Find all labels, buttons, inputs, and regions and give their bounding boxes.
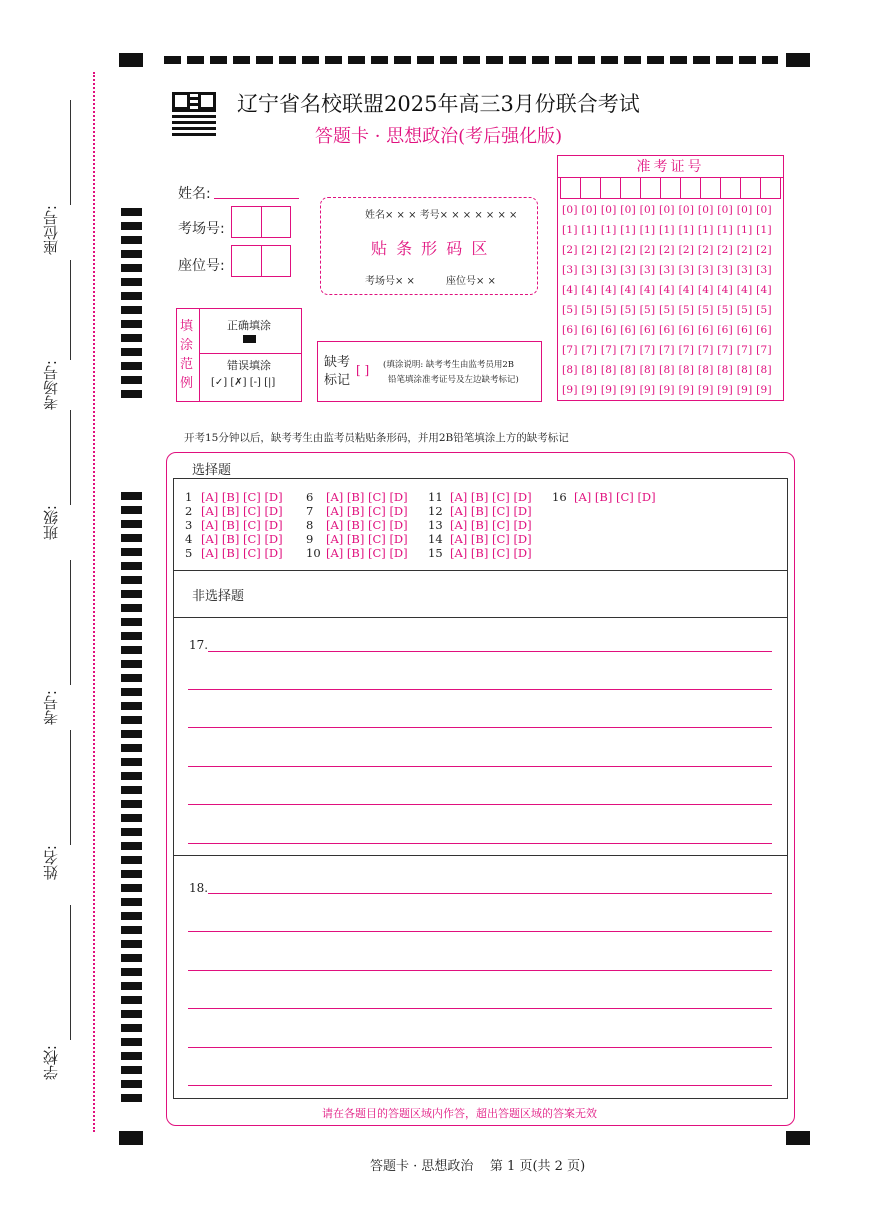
mc-column-1[interactable] — [185, 490, 283, 560]
mc-options[interactable]: [A] [B] [C] [D] — [201, 532, 283, 546]
mc-options[interactable]: [A] [B] [C] [D] — [450, 490, 532, 504]
sidebar-school-label: 学校: — [42, 1045, 60, 1081]
barcode-room: 考场号× × — [365, 276, 415, 287]
exam-id-title: 准考证号 — [558, 156, 783, 178]
corner-marker-br — [786, 1131, 810, 1145]
mc-q: 8 — [306, 518, 314, 532]
sidebar-id-line — [70, 560, 71, 685]
q17-answer-line[interactable] — [188, 727, 772, 728]
mc-options[interactable]: [A] [B] [C] [D] — [450, 546, 532, 560]
q18-answer-line[interactable] — [188, 1085, 772, 1086]
mc-q: 11 — [428, 490, 443, 504]
sidebar-class-line — [70, 410, 71, 505]
mc-q: 4 — [185, 532, 193, 546]
q17-answer-line[interactable] — [188, 804, 772, 805]
corner-marker-tl — [119, 53, 143, 67]
digit-row-6[interactable]: [6] [6] [6] [6] [6] [6] [6] [6] [6] [6] [6] — [562, 324, 772, 336]
q17-answer-line[interactable] — [188, 766, 772, 767]
mc-options[interactable]: [A] [B] [C] [D] — [326, 532, 408, 546]
mc-q: 6 — [306, 490, 314, 504]
mc-options[interactable]: [A] [B] [C] [D] — [201, 546, 283, 560]
mc-q: 3 — [185, 518, 193, 532]
barcode-seat: 座位号× × — [446, 276, 496, 287]
exam-id-grid — [557, 155, 784, 401]
q17-answer-line[interactable] — [188, 689, 772, 690]
absent-note-2: 铅笔填涂准考证号及左边缺考标记) — [388, 375, 519, 385]
sidebar-room-label: 考场号: — [42, 360, 60, 411]
mc-q: 13 — [428, 518, 443, 532]
name-label: 姓名: — [178, 186, 211, 202]
name-field[interactable] — [214, 198, 299, 199]
digit-row-0[interactable]: [0] [0] [0] [0] [0] [0] [0] [0] [0] [0] [0] — [562, 204, 772, 216]
digit-row-7[interactable]: [7] [7] [7] [7] [7] [7] [7] [7] [7] [7] [7] — [562, 344, 772, 356]
barcode-title: 贴 条 形 码 区 — [371, 239, 490, 258]
mc-q: 16 — [552, 490, 567, 504]
page-footer: 答题卡 · 思想政治 第 1 页(共 2 页) — [370, 1159, 586, 1174]
sidebar-room-line — [70, 260, 71, 360]
absent-notice: 开考15分钟以后，缺考考生由监考员粘贴条形码，并用2B铅笔填涂上方的缺考标记 — [184, 432, 569, 444]
digit-row-4[interactable]: [4] [4] [4] [4] [4] [4] [4] [4] [4] [4] [4] — [562, 284, 772, 296]
mc-q: 2 — [185, 504, 193, 518]
fill-example-divider — [199, 309, 200, 401]
mc-column-2[interactable] — [306, 490, 408, 560]
exam-subtitle: 答题卡 · 思想政治(考后强化版) — [315, 126, 563, 147]
sidebar-seat-label: 座位号: — [42, 205, 60, 256]
barcode-area — [320, 197, 538, 295]
fill-example-hdivider — [199, 353, 301, 354]
correct-fill-label: 正确填涂 — [227, 319, 271, 332]
mc-options[interactable]: [A] [B] [C] [D] — [326, 504, 408, 518]
cut-line — [93, 72, 95, 1132]
choice-section-title: 选择题 — [192, 463, 232, 478]
mc-options[interactable]: [A] [B] [C] [D] — [450, 504, 532, 518]
seat-label: 座位号: — [178, 258, 225, 274]
mc-options[interactable]: [A] [B] [C] [D] — [201, 490, 283, 504]
room-field[interactable] — [231, 206, 291, 238]
absent-mark-box — [317, 341, 542, 402]
corner-marker-bl — [119, 1131, 143, 1145]
mc-column-3[interactable] — [428, 490, 532, 560]
wrong-fill-label: 错误填涂 — [227, 359, 271, 372]
q18-number: 18. — [189, 881, 209, 895]
mc-options[interactable]: [A] [B] [C] [D] — [574, 490, 656, 504]
sidebar-name-line — [70, 730, 71, 845]
section-divider-1 — [173, 570, 788, 571]
sidebar-school-line — [70, 905, 71, 1040]
q18-answer-line[interactable] — [188, 970, 772, 971]
mc-options[interactable]: [A] [B] [C] [D] — [326, 490, 408, 504]
sidebar-class-label: 班级: — [42, 505, 60, 541]
fill-example-box — [176, 308, 302, 402]
digit-row-8[interactable]: [8] [8] [8] [8] [8] [8] [8] [8] [8] [8] [8] — [562, 364, 772, 376]
top-timing-marks — [164, 56, 778, 64]
mc-q: 9 — [306, 532, 314, 546]
q18-answer-line[interactable] — [188, 1008, 772, 1009]
q18-answer-line[interactable] — [188, 931, 772, 932]
barcode-info-line: 姓名× × × 考号× × × × × × × — [365, 210, 518, 221]
mc-options[interactable]: [A] [B] [C] [D] — [326, 546, 408, 560]
mc-q: 12 — [428, 504, 443, 518]
absent-bracket[interactable]: [ ] — [356, 363, 370, 377]
qr-code-icon — [172, 92, 216, 136]
digit-row-2[interactable]: [2] [2] [2] [2] [2] [2] [2] [2] [2] [2] [2] — [562, 244, 772, 256]
sidebar-name-label: 姓名: — [42, 845, 60, 881]
correct-fill-mark — [243, 335, 256, 343]
seat-field[interactable] — [231, 245, 291, 277]
q18-answer-line[interactable] — [188, 1047, 772, 1048]
timing-marks-lower — [121, 492, 142, 1102]
q17-number: 17. — [189, 638, 209, 652]
answer-area-warning: 请在各题目的答题区域内作答，超出答题区域的答案无效 — [322, 1107, 597, 1120]
absent-label: 缺考标记 — [324, 355, 351, 388]
exam-title: 辽宁省名校联盟2025年高三3月份联合考试 — [237, 92, 640, 116]
mc-q: 1 — [185, 490, 193, 504]
room-label: 考场号: — [178, 221, 225, 237]
fill-example-side-label: 填涂范例 — [180, 319, 194, 391]
answer-inner-frame — [173, 478, 788, 1099]
digit-row-9[interactable]: [9] [9] [9] [9] [9] [9] [9] [9] [9] [9] [9] — [562, 384, 772, 396]
mc-q: 10 — [306, 546, 321, 560]
section-divider-3 — [173, 855, 788, 856]
sidebar-id-label: 考号: — [42, 690, 60, 726]
mc-options[interactable]: [A] [B] [C] [D] — [201, 504, 283, 518]
mc-column-4[interactable] — [552, 490, 656, 504]
mc-options[interactable]: [A] [B] [C] [D] — [201, 518, 283, 532]
q17-answer-line[interactable] — [208, 651, 772, 652]
non-choice-title: 非选择题 — [192, 589, 245, 604]
corner-marker-tr — [786, 53, 810, 67]
mc-q: 14 — [428, 532, 443, 546]
section-divider-2 — [173, 617, 788, 618]
mc-q: 15 — [428, 546, 443, 560]
absent-note-1: (填涂说明: 缺考考生由监考员用2B — [383, 360, 515, 370]
mc-q: 7 — [306, 504, 314, 518]
exam-id-cells[interactable] — [560, 178, 781, 199]
q17-answer-line[interactable] — [188, 843, 772, 844]
mc-options[interactable]: [A] [B] [C] [D] — [326, 518, 408, 532]
sidebar-seat-line — [70, 100, 71, 205]
q18-answer-line[interactable] — [208, 893, 772, 894]
digit-row-5[interactable]: [5] [5] [5] [5] [5] [5] [5] [5] [5] [5] [5] — [562, 304, 772, 316]
mc-options[interactable]: [A] [B] [C] [D] — [450, 518, 532, 532]
digit-row-1[interactable]: [1] [1] [1] [1] [1] [1] [1] [1] [1] [1] [1] — [562, 224, 772, 236]
timing-marks-upper — [121, 208, 142, 398]
digit-row-3[interactable]: [3] [3] [3] [3] [3] [3] [3] [3] [3] [3] [3] — [562, 264, 772, 276]
mc-options[interactable]: [A] [B] [C] [D] — [450, 532, 532, 546]
wrong-fill-marks: [✓] [✗] [-] [|] — [211, 377, 276, 388]
mc-q: 5 — [185, 546, 193, 560]
